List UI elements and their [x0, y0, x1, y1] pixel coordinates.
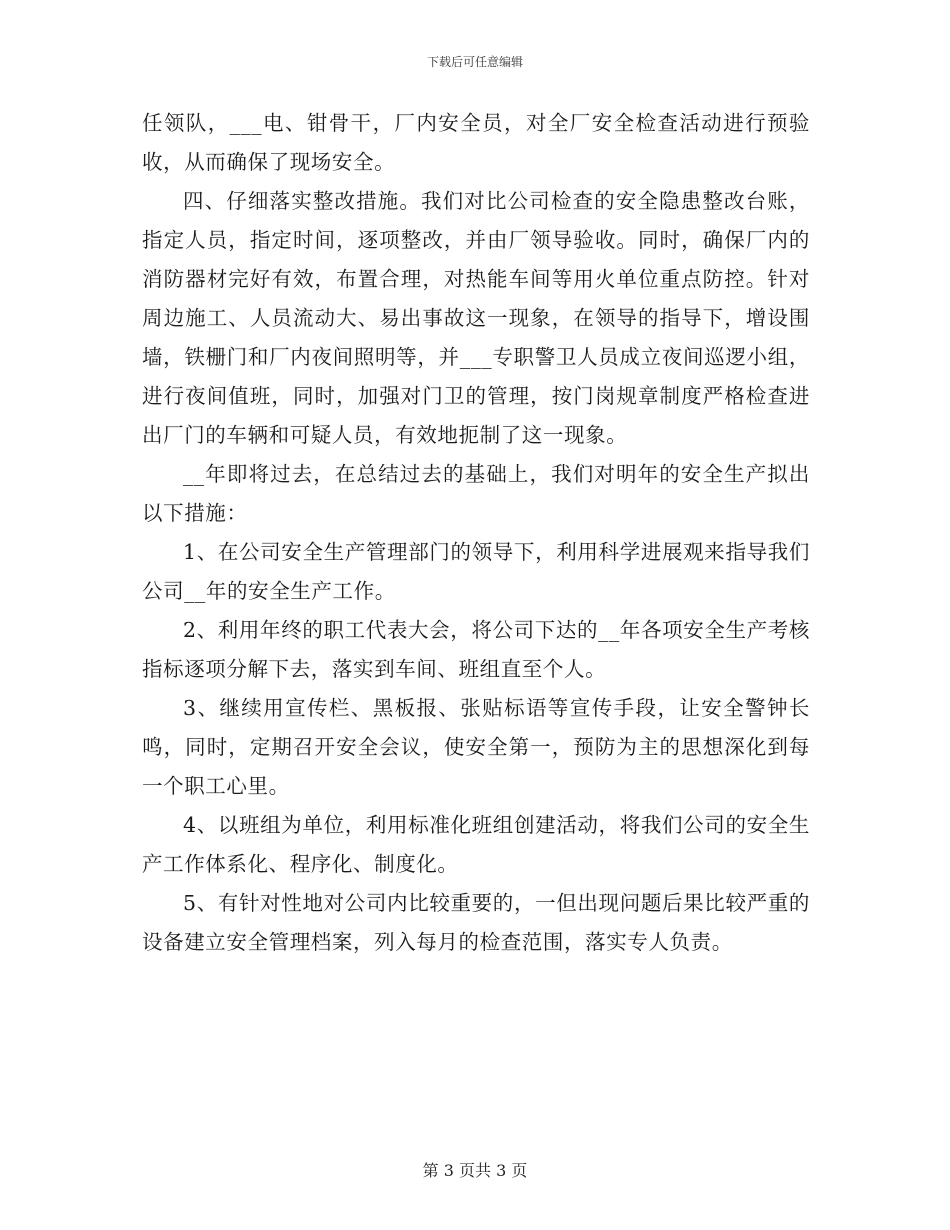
document-body [142, 104, 810, 962]
paragraph-section-four: 四、仔细落实整改措施。我们对比公司检查的安全隐患整改台账，指定人员，指定时间，逐项整改，并由厂领导验收。同时，确保厂内的消防器材完好有效，布置合理，对热能车间等用火单位重点防控。针对周边施工、人员流动大、易出事故这一现象，在领导的指导下，增设围墙，铁栅门和厂内夜间照明等，并___专职警卫人员成立夜间巡逻小组，进行夜间值班，同时，加强对门卫的管理，按门岗规章制度严格检查进出厂门的车辆和可疑人员，有效地扼制了这一现象。 [142, 189, 810, 447]
paragraph-continuation: 任领队，___电、钳骨干，厂内安全员，对全厂安全检查活动进行预验收，从而确保了现场安全。 [142, 111, 810, 174]
list-item-measure-3: 3、继续用宣传栏、黑板报、张贴标语等宣传手段，让安全警钟长鸣，同时，定期召开安全会议，使安全第一，预防为主的思想深化到每一个职工心里。 [142, 696, 810, 798]
page-footer: 第 3 页共 3 页 [422, 1161, 528, 1180]
paragraph-next-year-intro: __年即将过去，在总结过去的基础上，我们对明年的安全生产拟出以下措施： [142, 462, 810, 525]
list-item-measure-5: 5、有针对性地对公司内比较重要的，一但出现问题后果比较严重的设备建立安全管理档案，列入每月的检查范围，落实专人负责。 [142, 891, 810, 954]
list-item-measure-4: 4、以班组为单位，利用标准化班组创建活动，将我们公司的安全生产工作体系化、程序化、制度化。 [142, 813, 810, 876]
list-item-measure-1: 1、在公司安全生产管理部门的领导下，利用科学进展观来指导我们公司__年的安全生产工作。 [142, 540, 810, 603]
page-header: 下载后可任意编辑 [426, 55, 523, 69]
list-item-measure-2: 2、利用年终的职工代表大会，将公司下达的__年各项安全生产考核指标逐项分解下去，落实到车间、班组直至个人。 [142, 618, 810, 681]
